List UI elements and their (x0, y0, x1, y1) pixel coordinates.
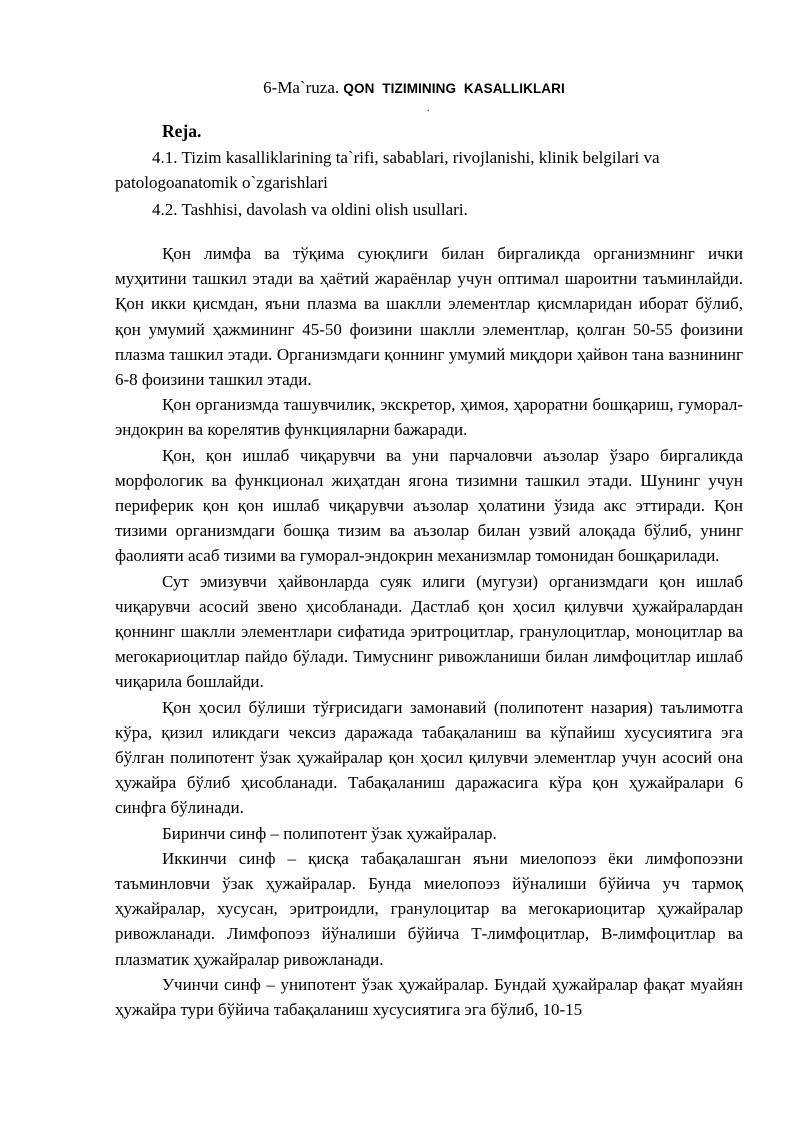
lecture-number: 6-Ma`ruza. (263, 78, 344, 97)
plan-list (115, 145, 743, 222)
paragraph: Қон организмда ташувчилик, экскретор, ҳимоя, ҳароратни бошқариш, гуморал-эндокрин ва корелятив функцияларни бажаради. (115, 395, 743, 440)
paragraph: Учинчи синф – унипотент ўзак ҳужайралар. Бундай ҳужайралар фақат муайян ҳужайра тури бўйича табақаланиш хусусиятига эга бўлиб, 10-15 (115, 974, 743, 1020)
separator-dot: . (427, 103, 430, 114)
paragraph: Қон ҳосил бўлиши тўғрисидаги замонавий (полипотент назария) таълимотга кўра, қизил иликдаги чексиз даражада табақаланиш ва кўпайиш хусусиятига эга бўлган полипотент ўзак ҳужайралар қон ҳосил қилувчи элементлар учун асосий она ҳужайра бўлиб ҳисобланади. Табақаланиш даражасига кўра қон ҳужайралари 6 синфга бўлинади. (115, 697, 743, 818)
plan-item: 4.1. Tizim kasalliklarining ta`rifi, sabablari, rivojlanishi, klinik belgilari va patologoanatomik o`zgarishlari (115, 148, 660, 192)
paragraph: Иккинчи синф – қисқа табақалашган яъни миелопоэз ёки лимфопоэзни таъминловчи ўзак ҳужайралар. Бунда миелопоэз йўналиши бўйича уч тармоқ ҳужайралар, хусусан, эритроидли, гранулоцитар ва мегокариоцитар ҳужайралар ривожланади. Лимфопоэз йўналиши бўйича Т-лимфоцитлар, В-лимфоцитлар ва плазматик ҳужайралар ривожланади. (115, 848, 743, 969)
lecture-topic: QON TIZIMINING KASALLIKLARI (343, 81, 565, 96)
lecture-title (0, 78, 800, 98)
paragraph: Сут эмизувчи ҳайвонларда суяк илиги (мугузи) организмдаги қон ишлаб чиқарувчи асосий звено ҳисобланади. Дастлаб қон ҳосил қилувчи ҳужайралардан қоннинг шаклли элементлари сифатида эритроцитлар, гранулоцитлар, моноцитлар ва мегокариоцитлар пайдо бўлади. Тимуснинг ривожланиши билан лимфоцитлар ишлаб чиқарила бошлайди. (115, 571, 743, 692)
body-text (115, 241, 743, 1022)
plan-heading: Reja. (162, 121, 202, 141)
paragraph: Қон лимфа ва тўқима суюқлиги билан биргаликда организмнинг ички муҳитини ташкил этади ва ҳаётий жараёнлар учун оптимал шароитни таъминлайди. Қон икки қисмдан, яъни плазма ва шаклли элементлар қисмларидан иборат бўлиб, қон умумий ҳажмининг 45-50 фоизини шаклли элементлар, қолган 50-55 фоизини плазма ташкил этади. Организмдаги қоннинг умумий миқдори ҳайвон тана вазнининг 6-8 фоизини ташкил этади. (115, 244, 743, 390)
paragraph: Биринчи синф – полипотент ўзак ҳужайралар. (162, 823, 497, 843)
plan-item: 4.2. Tashhisi, davolash va oldini olish usullari. (152, 200, 468, 219)
paragraph: Қон, қон ишлаб чиқарувчи ва уни парчаловчи аъзолар ўзаро биргаликда морфологик ва функционал жиҳатдан ягона тизимни ташкил этади. Шунинг учун периферик қон қон ишлаб чиқарувчи аъзолар ҳолатини ўзида акс эттиради. Қон тизими организмдаги бошқа тизим ва аъзолар билан узвий алоқада бўлиб, унинг фаолияти асаб тизими ва гуморал-эндокрин механизмлар томонидан бошқарилади. (115, 445, 743, 566)
